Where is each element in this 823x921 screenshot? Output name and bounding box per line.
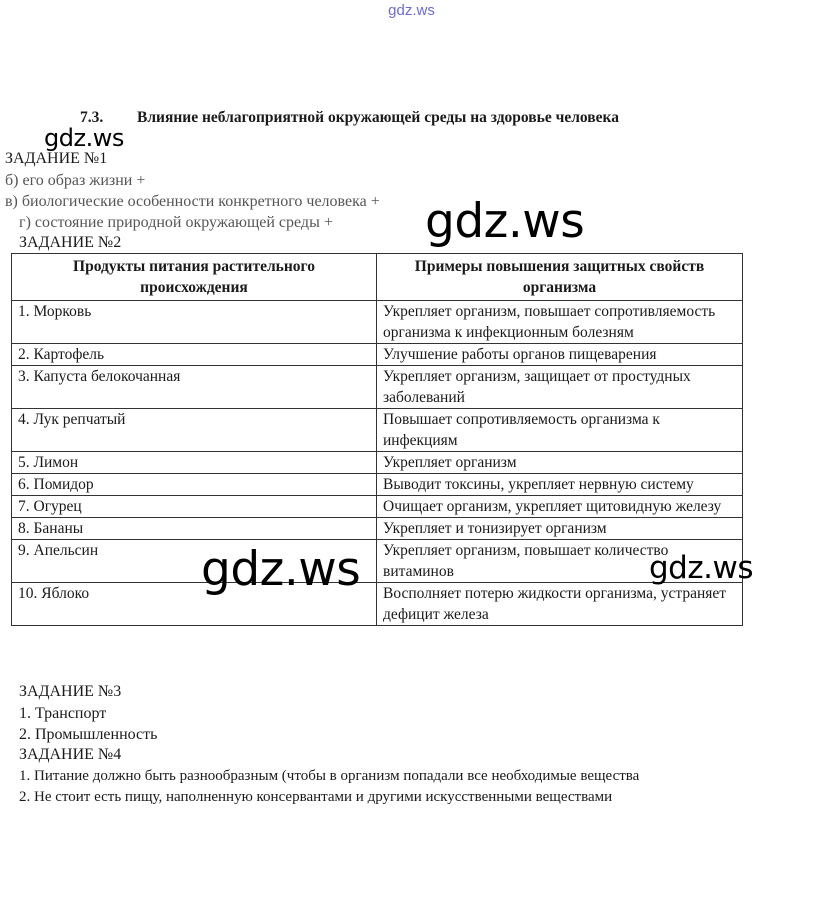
task3-heading: ЗАДАНИЕ №3 [19,683,122,700]
column-header-products: Продукты питания растительного происхождения [12,254,377,301]
product-cell: 2. Картофель [12,344,377,366]
effect-cell: Улучшение работы органов пищеварения [377,344,743,366]
table-row [12,409,743,452]
table-row [12,366,743,409]
product-cell: 5. Лимон [12,452,377,474]
table-row [12,496,743,518]
product-cell: 9. Апельсин [12,540,377,583]
section-title-text: Влияние неблагоприятной окружающей среды на здоровье человека [137,109,619,126]
section-number: 7.3. [80,109,104,126]
task3-item-2: 2. Промышленность [19,726,158,743]
task1-line-v: в) биологические особенности конкретного человека + [5,193,380,210]
task4-item-2: 2. Не стоит есть пищу, наполненную консервантами и другими искусственными веществами [19,789,613,805]
section-title [80,109,619,127]
product-cell: 10. Яблоко [12,583,377,626]
product-cell: 7. Огурец [12,496,377,518]
watermark-big-center: gdz.ws [425,194,585,249]
table-row [12,583,743,626]
watermark-top: gdz.ws [388,2,435,19]
watermark-small: gdz.ws [44,124,124,152]
effect-cell: Укрепляет и тонизирует организм [377,518,743,540]
watermark-mid-right: gdz.ws [649,550,753,586]
task3-item-1: 1. Транспорт [19,705,107,722]
task4-heading: ЗАДАНИЕ №4 [19,746,122,763]
effect-cell: Повышает сопротивляемость организма к инфекциям [377,409,743,452]
effect-cell: Укрепляет организм [377,452,743,474]
task2-heading: ЗАДАНИЕ №2 [19,234,122,251]
table-row [12,540,743,583]
effect-cell: Укрепляет организм, повышает сопротивляемость организма к инфекционным болезням [377,301,743,344]
task4-item-1: 1. Питание должно быть разнообразным (чтобы в организм попадали все необходимые вещества [19,768,640,784]
effect-cell: Очищает организм, укрепляет щитовидную железу [377,496,743,518]
task1-heading: ЗАДАНИЕ №1 [5,150,108,167]
product-cell: 6. Помидор [12,474,377,496]
table-row [12,344,743,366]
effect-cell: Восполняет потерю жидкости организма, устраняет дефицит железа [377,583,743,626]
task1-line-b: б) его образ жизни + [5,172,146,189]
effect-cell: Укрепляет организм, защищает от простудных заболеваний [377,366,743,409]
product-cell: 3. Капуста белокочанная [12,366,377,409]
table-row [12,518,743,540]
products-table [11,253,743,626]
table-header-row [12,254,743,301]
product-cell: 4. Лук репчатый [12,409,377,452]
table-row [12,301,743,344]
product-cell: 1. Морковь [12,301,377,344]
task1-line-g: г) состояние природной окружающей среды + [19,214,333,231]
product-cell: 8. Бананы [12,518,377,540]
effect-cell: Укрепляет организм, повышает количество витаминов [377,540,743,583]
table-row [12,474,743,496]
effect-cell: Выводит токсины, укрепляет нервную систему [377,474,743,496]
watermark-big-lower: gdz.ws [201,542,361,597]
column-header-effects: Примеры повышения защитных свойств организма [377,254,743,301]
table-row [12,452,743,474]
